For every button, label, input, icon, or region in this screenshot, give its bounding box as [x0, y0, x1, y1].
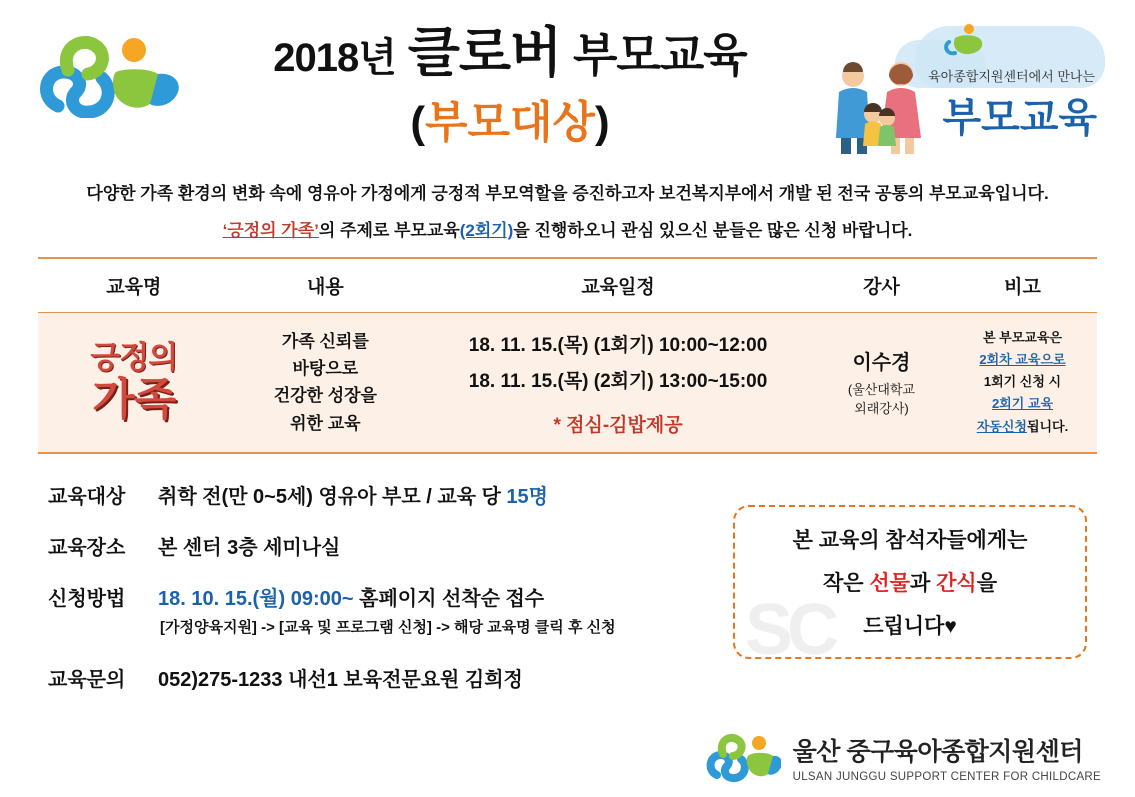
gift-line-2e: 을 [976, 572, 997, 596]
label-target: 교육대상 [48, 485, 126, 508]
footer-org-name-kr: 울산 중구육아종합지원센터 [792, 737, 1083, 766]
teacher-affiliation-2: 외래강사) [854, 400, 909, 416]
title-sub: 부모교육 [572, 29, 747, 81]
apply-path-note: [가정양육지원] -> [교육 및 프로그램 신청] -> 해당 교육명 클릭 후 신청 [160, 618, 616, 636]
gift-word-snack: 간식 [936, 572, 977, 596]
value-place: 본 센터 3층 세미나실 [158, 536, 341, 559]
badge-title: 부모교육 [942, 96, 1097, 140]
col-header-content: 내용 [230, 259, 422, 313]
info-row-target [48, 480, 728, 509]
note-line-3: 1회기 신청 시 [983, 374, 1062, 390]
col-header-teacher: 강사 [815, 259, 948, 313]
gift-word-present: 선물 [869, 572, 910, 596]
title-target: 부모대상 [424, 98, 595, 148]
family-illustration-icon [825, 52, 945, 156]
title-main: 클로버 [407, 23, 562, 83]
gift-callout-box [733, 505, 1087, 659]
content-line-1: 가족 신뢰를 [281, 332, 369, 352]
poster-header [0, 0, 1135, 172]
info-row-apply [48, 582, 728, 611]
gift-line-2c: 과 [910, 572, 937, 596]
value-apply-method: 홈페이지 선착순 접수 [353, 587, 545, 610]
course-table [38, 259, 1097, 451]
intro-topic: ‘긍정의 가족’ [222, 221, 319, 241]
cell-schedule [421, 313, 815, 452]
content-line-3: 건강한 성장을 [273, 386, 377, 406]
note-line-6: 됩니다. [1026, 418, 1069, 434]
intro-text [0, 180, 1135, 241]
gift-watermark: SC [745, 590, 834, 659]
value-apply-date: 18. 10. 15.(월) 09:00~ [158, 587, 354, 610]
content-line-2: 바탕으로 [292, 359, 359, 379]
cell-note [948, 313, 1097, 452]
teacher-name: 이수경 [852, 352, 911, 375]
title-paren-close: ) [595, 98, 610, 148]
title-paren-open: ( [410, 98, 425, 148]
info-row-contact [48, 663, 728, 692]
note-line-5: 자동신청 [976, 418, 1027, 434]
note-line-2: 2회차 교육으로 [979, 352, 1066, 368]
footer-branding [705, 731, 1101, 783]
course-name-top: 긍정의 [90, 340, 178, 376]
poster-title [200, 22, 820, 150]
clover-sc-logo-icon [38, 28, 188, 118]
table-header-row [38, 259, 1097, 313]
cell-teacher [815, 313, 948, 452]
footer-org-name-en: ULSAN JUNGGU SUPPORT CENTER FOR CHILDCARE [792, 770, 1101, 783]
intro-line-2d: 을 진행하오니 관심 있으신 분들은 많은 신청 바랍니다. [513, 221, 913, 241]
gift-line-3: 드립니다♥ [863, 615, 957, 639]
badge-clover-icon [941, 22, 987, 56]
schedule-line-1: 18. 11. 15.(목) (1회기) 10:00~12:00 [468, 334, 768, 356]
clover-sc-logo-icon [705, 731, 781, 783]
cell-course-name [38, 313, 230, 452]
note-line-4: 2회기 교육 [991, 396, 1054, 412]
teacher-affiliation-1: (울산대학교 [847, 382, 915, 398]
intro-line-2b: 의 주제로 부모교육 [318, 221, 460, 241]
intro-line-1: 다양한 가족 환경의 변화 속에 영유아 가정에게 긍정적 부모역할을 증진하고자 보건복지부에서 개발 된 전국 공통의 부모교육입니다. [86, 184, 1049, 203]
col-header-schedule: 교육일정 [421, 259, 815, 313]
parent-education-badge [825, 18, 1105, 158]
course-table-wrapper [38, 257, 1097, 453]
badge-subtitle: 육아종합지원센터에서 만나는 [928, 69, 1095, 84]
info-list [48, 480, 728, 692]
value-target-text: 취학 전(만 0~5세) 영유아 부모 / 교육 당 [158, 485, 507, 508]
gift-line-2a: 작은 [823, 572, 870, 596]
cell-course-content [230, 313, 422, 452]
value-contact: 052)275-1233 내선1 보육전문요원 김희정 [158, 668, 523, 691]
label-apply: 신청방법 [48, 587, 126, 610]
course-name-bottom: 가족 [92, 374, 176, 424]
info-row-place [48, 531, 728, 560]
label-place: 교육장소 [48, 536, 126, 559]
col-header-name: 교육명 [38, 259, 230, 313]
table-row [38, 313, 1097, 452]
note-line-1: 본 부모교육은 [982, 330, 1062, 346]
gift-line-1: 본 교육의 참석자들에게는 [792, 529, 1028, 552]
content-line-4: 위한 교육 [290, 413, 361, 433]
title-year: 2018년 [273, 36, 396, 80]
schedule-lunch-note: * 점심-김밥제공 [553, 415, 683, 437]
col-header-note: 비고 [948, 259, 1097, 313]
schedule-line-2: 18. 11. 15.(목) (2회기) 13:00~15:00 [468, 370, 768, 392]
value-target-count: 15명 [506, 485, 548, 508]
intro-sessions: (2회기) [459, 221, 514, 241]
label-contact: 교육문의 [48, 668, 126, 691]
